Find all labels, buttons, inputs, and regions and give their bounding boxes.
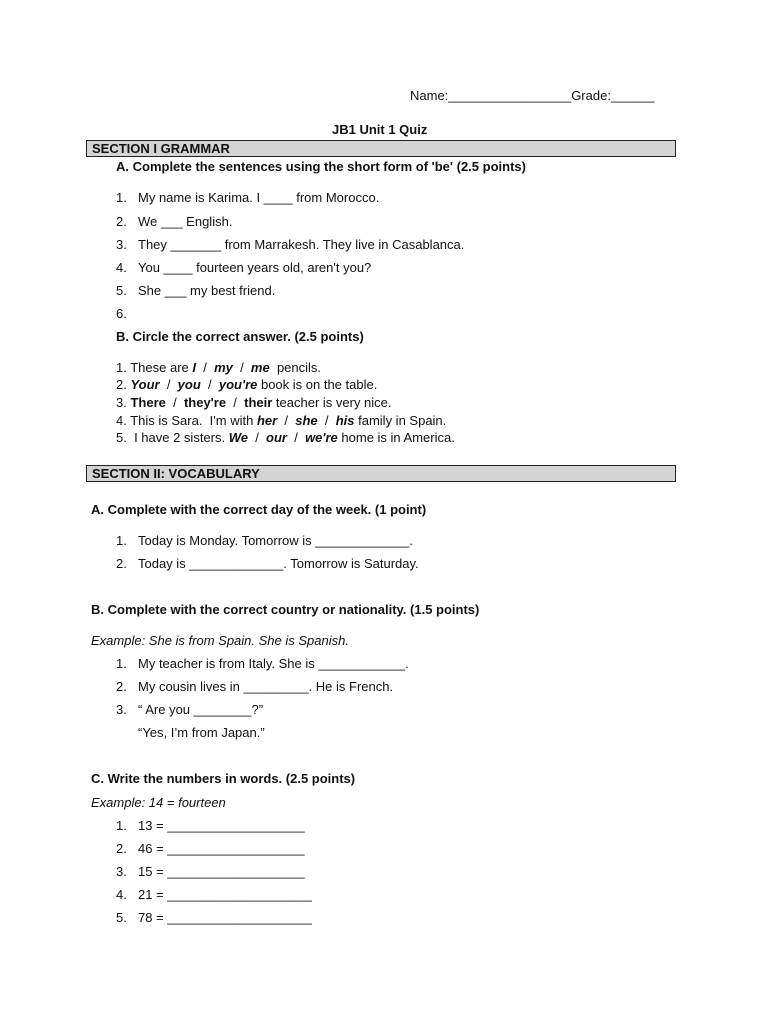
section-2-part-c-heading: C. Write the numbers in words. (2.5 points) — [91, 771, 356, 786]
list-item: 2. Today is _____________. Tomorrow is Saturday. — [116, 556, 419, 571]
list-item: 1. Today is Monday. Tomorrow is _____________. — [116, 533, 413, 548]
list-item: 4. This is Sara. I'm with her / she / his family in Spain. — [116, 413, 447, 428]
list-item: 4. 21 = ____________________ — [116, 887, 312, 902]
list-item: 2. We ___ English. — [116, 214, 233, 229]
list-item: 1. 13 = ___________________ — [116, 818, 305, 833]
list-item: 2. 46 = ___________________ — [116, 841, 305, 856]
list-item-reply: “Yes, I’m from Japan.” — [138, 725, 265, 740]
list-item: 1. These are I / my / me pencils. — [116, 360, 322, 375]
list-item: 1. My name is Karima. I ____ from Morocco. — [116, 190, 380, 205]
list-item: 2. Your / you / you're book is on the table. — [116, 377, 378, 392]
section-2-part-c-example: Example: 14 = fourteen — [91, 795, 226, 810]
list-item: 5. 78 = ____________________ — [116, 910, 312, 925]
section-2-title: SECTION II: VOCABULARY — [86, 465, 676, 482]
list-item: 3. 15 = ___________________ — [116, 864, 305, 879]
list-item: 3. “ Are you ________?” — [116, 702, 264, 717]
name-grade-line: Name:_________________Grade:______ — [410, 88, 655, 103]
list-item: 3. They _______ from Marrakesh. They live in Casablanca. — [116, 237, 465, 252]
section-1-part-b-heading: B. Circle the correct answer. (2.5 points) — [116, 329, 364, 344]
list-item: 1. My teacher is from Italy. She is ____________. — [116, 656, 409, 671]
section-2-part-a-heading: A. Complete with the correct day of the week. (1 point) — [91, 502, 427, 517]
section-2-part-b-example: Example: She is from Spain. She is Spanish. — [91, 633, 349, 648]
list-item: 6. — [116, 306, 127, 321]
list-item: 3. There / they're / their teacher is very nice. — [116, 395, 392, 410]
list-item: 2. My cousin lives in _________. He is French. — [116, 679, 394, 694]
section-1-part-a-heading: A. Complete the sentences using the short form of 'be' (2.5 points) — [116, 159, 526, 174]
list-item: 4. You ____ fourteen years old, aren't you? — [116, 260, 372, 275]
list-item: 5. I have 2 sisters. We / our / we're home is in America. — [116, 430, 455, 445]
section-1-title: SECTION I GRAMMAR — [86, 140, 676, 157]
quiz-title: JB1 Unit 1 Quiz — [332, 122, 428, 137]
list-item: 5. She ___ my best friend. — [116, 283, 276, 298]
section-2-part-b-heading: B. Complete with the correct country or nationality. (1.5 points) — [91, 602, 480, 617]
